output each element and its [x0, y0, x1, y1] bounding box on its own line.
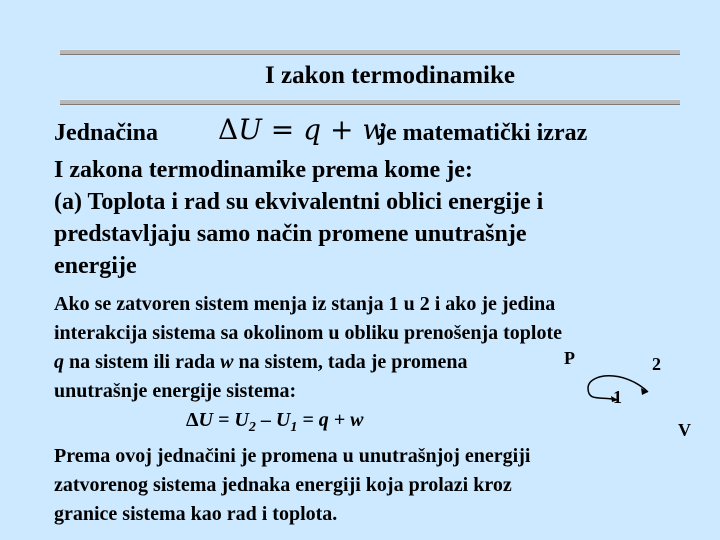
line3-mid: na sistem ili rada: [64, 351, 221, 373]
big-text-line: (a) Toplota i rad su ekvivalentni oblici energije i: [54, 189, 544, 215]
bottom-rule: [60, 99, 680, 105]
eq-rest: = q + w: [297, 409, 364, 431]
big-text-block: [54, 154, 654, 282]
eq-equals: =: [213, 409, 235, 431]
small-text-block: [54, 290, 562, 529]
formula-plus: +: [321, 113, 363, 146]
big-text-line: predstavljaju samo način promene unutrašnje: [54, 221, 527, 247]
eq-delta: Δ: [186, 409, 199, 431]
first-law-formula: [218, 113, 386, 146]
line3-end: na sistem, tada je promena: [233, 351, 468, 373]
formula-q: q: [303, 113, 322, 146]
small-text-line: interakcija sistema sa okolinom u obliku prenošenja toplote: [54, 322, 562, 344]
eq-u1: U: [275, 409, 291, 431]
small-text-line: zatvorenog sistema jednaka energiji koja prolazi kroz: [54, 474, 512, 496]
formula-w: w: [362, 113, 387, 146]
equation-suffix: je matematički izraz: [378, 120, 588, 146]
p-axis-label: P: [564, 348, 575, 368]
eq-minus: –: [255, 409, 276, 431]
eq-sub2: 2: [248, 420, 256, 435]
big-text-line: I zakona termodinamike prema kome je:: [54, 157, 473, 183]
state-2-label: 2: [652, 354, 661, 374]
equation-prefix: Jednačina: [54, 120, 159, 146]
small-text-line: unutrašnje energije sistema:: [54, 380, 297, 402]
small-text-line: Ako se zatvoren sistem menja iz stanja 1 u 2 i ako je jedina: [54, 293, 556, 315]
slide-title: I zakon termodinamike: [265, 62, 515, 89]
small-text-line: granice sistema kao rad i toplota.: [54, 503, 338, 525]
small-text-line: [54, 348, 562, 377]
w-symbol: w: [220, 351, 234, 373]
delta-u-equation: [54, 406, 562, 442]
q-symbol: q: [54, 351, 64, 373]
pv-diagram: [560, 340, 700, 450]
eq-sub1: 1: [290, 420, 298, 435]
formula-delta: Δ: [218, 113, 239, 146]
formula-eq: =: [261, 113, 304, 146]
state-1-label: 1: [613, 387, 622, 407]
eq-u: U: [198, 409, 213, 431]
v-axis-label: V: [678, 420, 691, 440]
small-text-line: Prema ovoj jednačini je promena u unutrašnjoj energiji: [54, 445, 531, 467]
top-rule: [60, 49, 680, 55]
eq-u2: U: [234, 409, 249, 431]
big-text-line: energije: [54, 253, 137, 279]
formula-u: U: [238, 113, 262, 146]
